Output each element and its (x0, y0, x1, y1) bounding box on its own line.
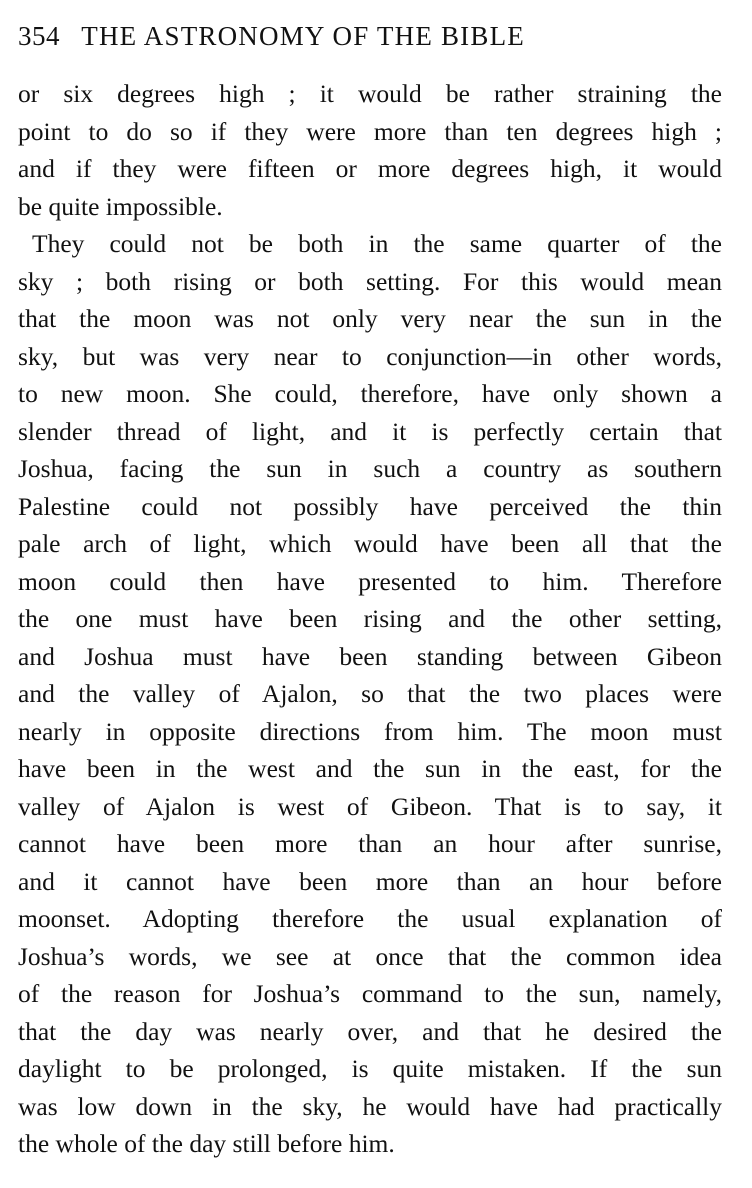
text-line: Joshua, facing the sun in such a country as southern (18, 454, 722, 483)
text-line: or six degrees high ; it would be rather straining the (18, 79, 722, 108)
text-line: have been in the west and the sun in the east, for the (18, 754, 722, 783)
paragraph-end-line: be quite impossible. (18, 191, 223, 221)
text-line: that the moon was not only very near the sun in the (18, 304, 722, 333)
text-line: slender thread of light, and it is perfectly certain that (18, 416, 722, 446)
text-line: and it cannot have been more than an hour before (18, 866, 722, 896)
running-title: THE ASTRONOMY OF THE BIBLE (81, 21, 525, 51)
text-line: moonset. Adopting therefore the usual explanation of (18, 904, 722, 933)
page-header (18, 16, 734, 56)
text-line: point to do so if they were more than ten degrees high ; (18, 116, 722, 146)
text-line: Palestine could not possibly have perceived the thin (18, 491, 722, 521)
text-line: and if they were fifteen or more degrees high, it would (18, 154, 722, 183)
body-text (18, 75, 722, 1163)
text-line: to new moon. She could, therefore, have only shown a (18, 379, 722, 408)
text-line: that the day was nearly over, and that he desired the (18, 1016, 722, 1046)
text-line: sky, but was very near to conjunction—in other words, (18, 341, 722, 371)
text-line: of the reason for Joshua’s command to the sun, namely, (18, 979, 722, 1008)
text-line: moon could then have presented to him. Therefore (18, 566, 722, 596)
text-line: nearly in opposite directions from him. The moon must (18, 716, 722, 746)
text-line: was low down in the sky, he would have had practically (18, 1091, 722, 1121)
text-line: and the valley of Ajalon, so that the two places were (18, 679, 722, 708)
page-number: 354 (18, 21, 60, 51)
text-line: and Joshua must have been standing between Gibeon (18, 641, 722, 671)
text-line: sky ; both rising or both setting. For this would mean (18, 266, 722, 296)
text-line: Joshua’s words, we see at once that the common idea (18, 941, 722, 971)
paragraph-end-line: the whole of the day still before him. (18, 1129, 395, 1158)
text-line: daylight to be prolonged, is quite mistaken. If the sun (18, 1054, 722, 1083)
text-line: cannot have been more than an hour after sunrise, (18, 829, 722, 858)
paragraph-start-line: They could not be both in the same quarter of the (32, 229, 722, 258)
text-line: pale arch of light, which would have been all that the (18, 529, 722, 558)
text-line: the one must have been rising and the other setting, (18, 604, 722, 633)
text-line: valley of Ajalon is west of Gibeon. That is to say, it (18, 791, 722, 821)
